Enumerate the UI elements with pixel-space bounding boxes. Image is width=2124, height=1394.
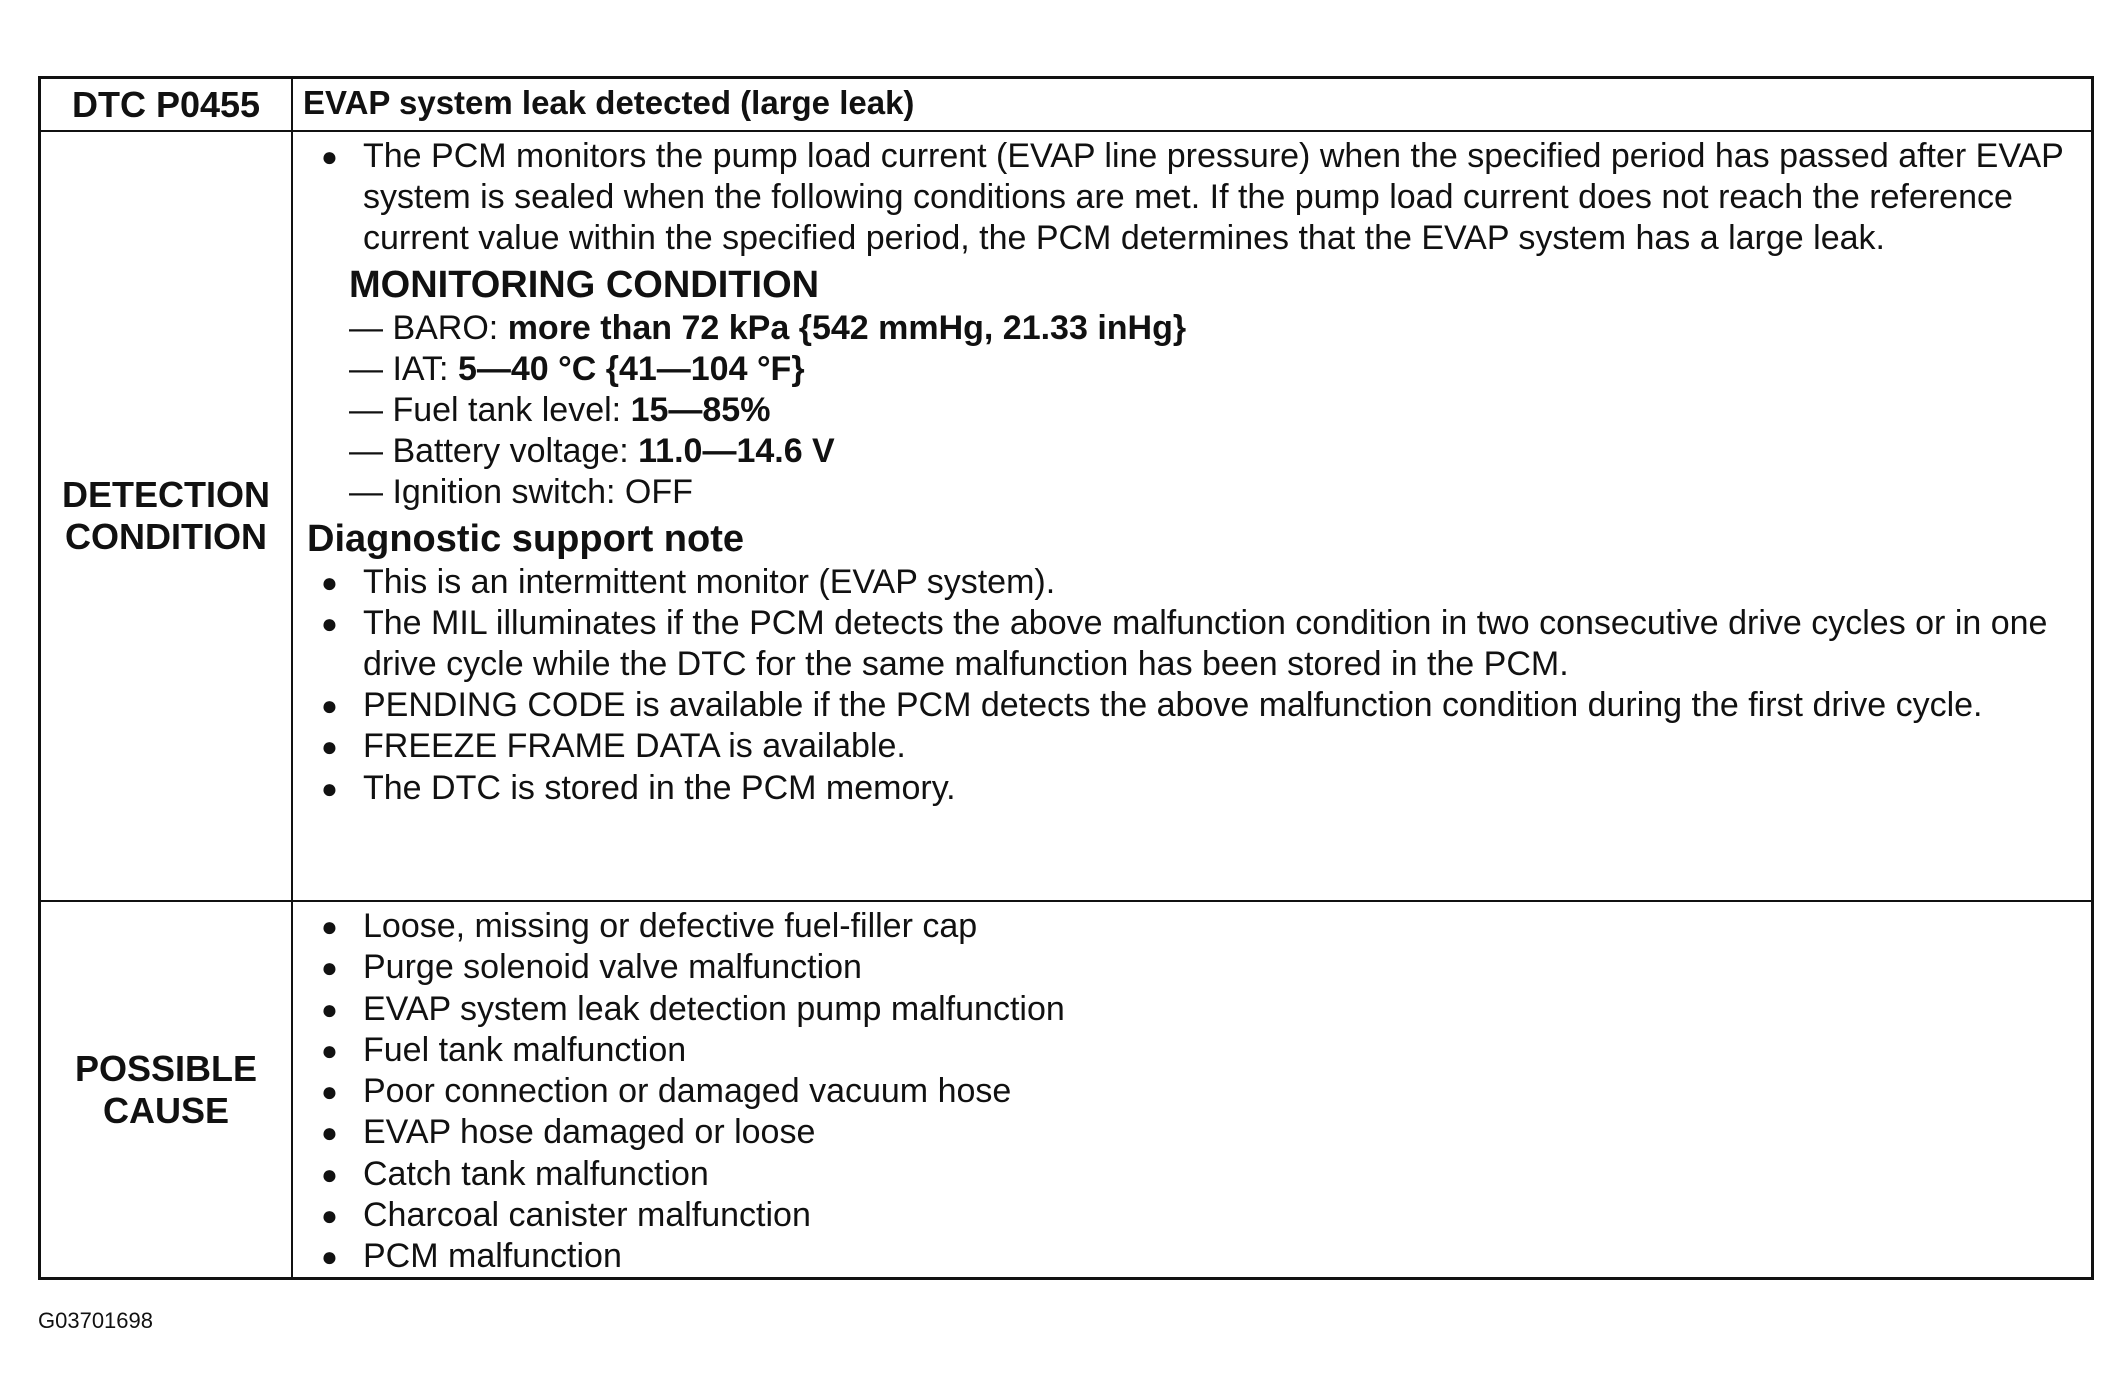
list-item — [307, 768, 2077, 809]
list-item — [307, 603, 2077, 685]
list-item — [307, 136, 2077, 260]
bullet-icon: ● — [321, 952, 338, 984]
list-item — [349, 431, 2077, 472]
list-item — [307, 1154, 2077, 1195]
possible-cause-label — [75, 1048, 257, 1132]
monitoring-condition-heading: MONITORING CONDITION — [349, 263, 820, 306]
cause-text: EVAP hose damaged or loose — [363, 1113, 816, 1152]
cause-text: Fuel tank malfunction — [363, 1030, 687, 1069]
list-item — [307, 726, 2077, 767]
bullet-icon: ● — [321, 1034, 338, 1066]
dtc-table — [38, 76, 2094, 1280]
dtc-code-cell — [41, 79, 293, 132]
note-text: The MIL illuminates if the PCM detects the above malfunction condition in two consecutive drive cycles or in one drive cycle while the DTC for the same malfunction has been stored in the PCM. — [363, 603, 2048, 684]
detection-intro-list — [307, 136, 2077, 260]
diagnostic-support-list — [307, 562, 2077, 809]
cause-text: Poor connection or damaged vacuum hose — [363, 1072, 1012, 1111]
list-item — [307, 1112, 2077, 1153]
bullet-icon: ● — [321, 1158, 338, 1190]
condition-name: — IAT: — [349, 349, 458, 388]
condition-value: 15—85% — [630, 391, 771, 430]
detection-condition-label-cell — [41, 132, 293, 902]
cause-text: Catch tank malfunction — [363, 1154, 709, 1193]
dtc-title-cell — [293, 79, 2091, 132]
possible-label-line2: CAUSE — [102, 1089, 229, 1131]
note-text: This is an intermittent monitor (EVAP system). — [363, 562, 1056, 601]
condition-value: more than 72 kPa {542 mmHg, 21.33 inHg} — [507, 308, 1187, 347]
bullet-icon: ● — [321, 607, 338, 639]
list-item — [349, 308, 2077, 349]
condition-value: 5—40 °C {41—104 °F} — [457, 349, 805, 388]
diagnostic-support-heading: Diagnostic support note — [307, 517, 744, 560]
detection-condition-label — [62, 474, 270, 558]
condition-name: — Battery voltage: — [349, 432, 639, 471]
possible-label-line1: POSSIBLE — [74, 1047, 258, 1089]
detection-condition-content — [293, 132, 2091, 902]
bullet-icon: ● — [321, 141, 338, 172]
note-text: The DTC is stored in the PCM memory. — [363, 768, 956, 807]
list-item — [307, 685, 2077, 726]
cause-text: PCM malfunction — [363, 1237, 622, 1276]
list-item — [307, 1071, 2077, 1112]
condition-name: — Ignition switch: OFF — [349, 473, 693, 512]
list-item — [307, 906, 2077, 947]
note-text: FREEZE FRAME DATA is available. — [363, 727, 906, 766]
detection-label-line2: CONDITION — [64, 516, 267, 557]
list-item — [349, 390, 2077, 431]
condition-name: — BARO: — [349, 308, 508, 347]
bullet-icon: ● — [321, 731, 338, 763]
bullet-icon: ● — [321, 566, 338, 598]
figure-id: G03701698 — [38, 1308, 153, 1333]
bullet-icon: ● — [321, 690, 338, 722]
bullet-icon: ● — [321, 1076, 338, 1108]
list-item — [307, 562, 2077, 603]
bullet-icon: ● — [321, 911, 338, 942]
list-item — [307, 947, 2077, 988]
note-text: PENDING CODE is available if the PCM detects the above malfunction condition during the first drive cycle. — [363, 686, 1983, 725]
list-item — [307, 1030, 2077, 1071]
monitoring-condition-list — [307, 308, 2077, 514]
list-item — [307, 989, 2077, 1030]
dtc-title: EVAP system leak detected (large leak) — [303, 84, 915, 121]
bullet-icon: ● — [321, 1200, 338, 1232]
bullet-icon: ● — [321, 772, 338, 804]
condition-name: — Fuel tank level: — [349, 391, 631, 430]
cause-text: Purge solenoid valve malfunction — [363, 948, 862, 987]
cause-text: Loose, missing or defective fuel-filler cap — [363, 907, 978, 945]
cause-text: EVAP system leak detection pump malfunction — [363, 989, 1065, 1028]
cause-text: Charcoal canister malfunction — [363, 1196, 811, 1235]
possible-cause-content — [293, 902, 2091, 1278]
bullet-icon: ● — [321, 1241, 338, 1273]
condition-value: 11.0—14.6 V — [638, 432, 835, 471]
bullet-icon: ● — [321, 993, 338, 1025]
list-item — [349, 472, 2077, 513]
dtc-code: DTC P0455 — [71, 83, 261, 125]
list-item — [307, 1195, 2077, 1236]
bullet-icon: ● — [321, 1117, 338, 1149]
possible-cause-list — [307, 906, 2077, 1278]
detection-label-line1: DETECTION — [61, 474, 270, 515]
list-item — [307, 1236, 2077, 1277]
detection-intro-text: The PCM monitors the pump load current (EVAP line pressure) when the specified period has passed after EVAP system is sealed when the following conditions are met. If the pump load current does not reach the reference current value within the specified period, the PCM determines that the EVAP system has a large leak. — [363, 137, 2064, 258]
list-item — [349, 349, 2077, 390]
possible-cause-label-cell — [41, 902, 293, 1278]
